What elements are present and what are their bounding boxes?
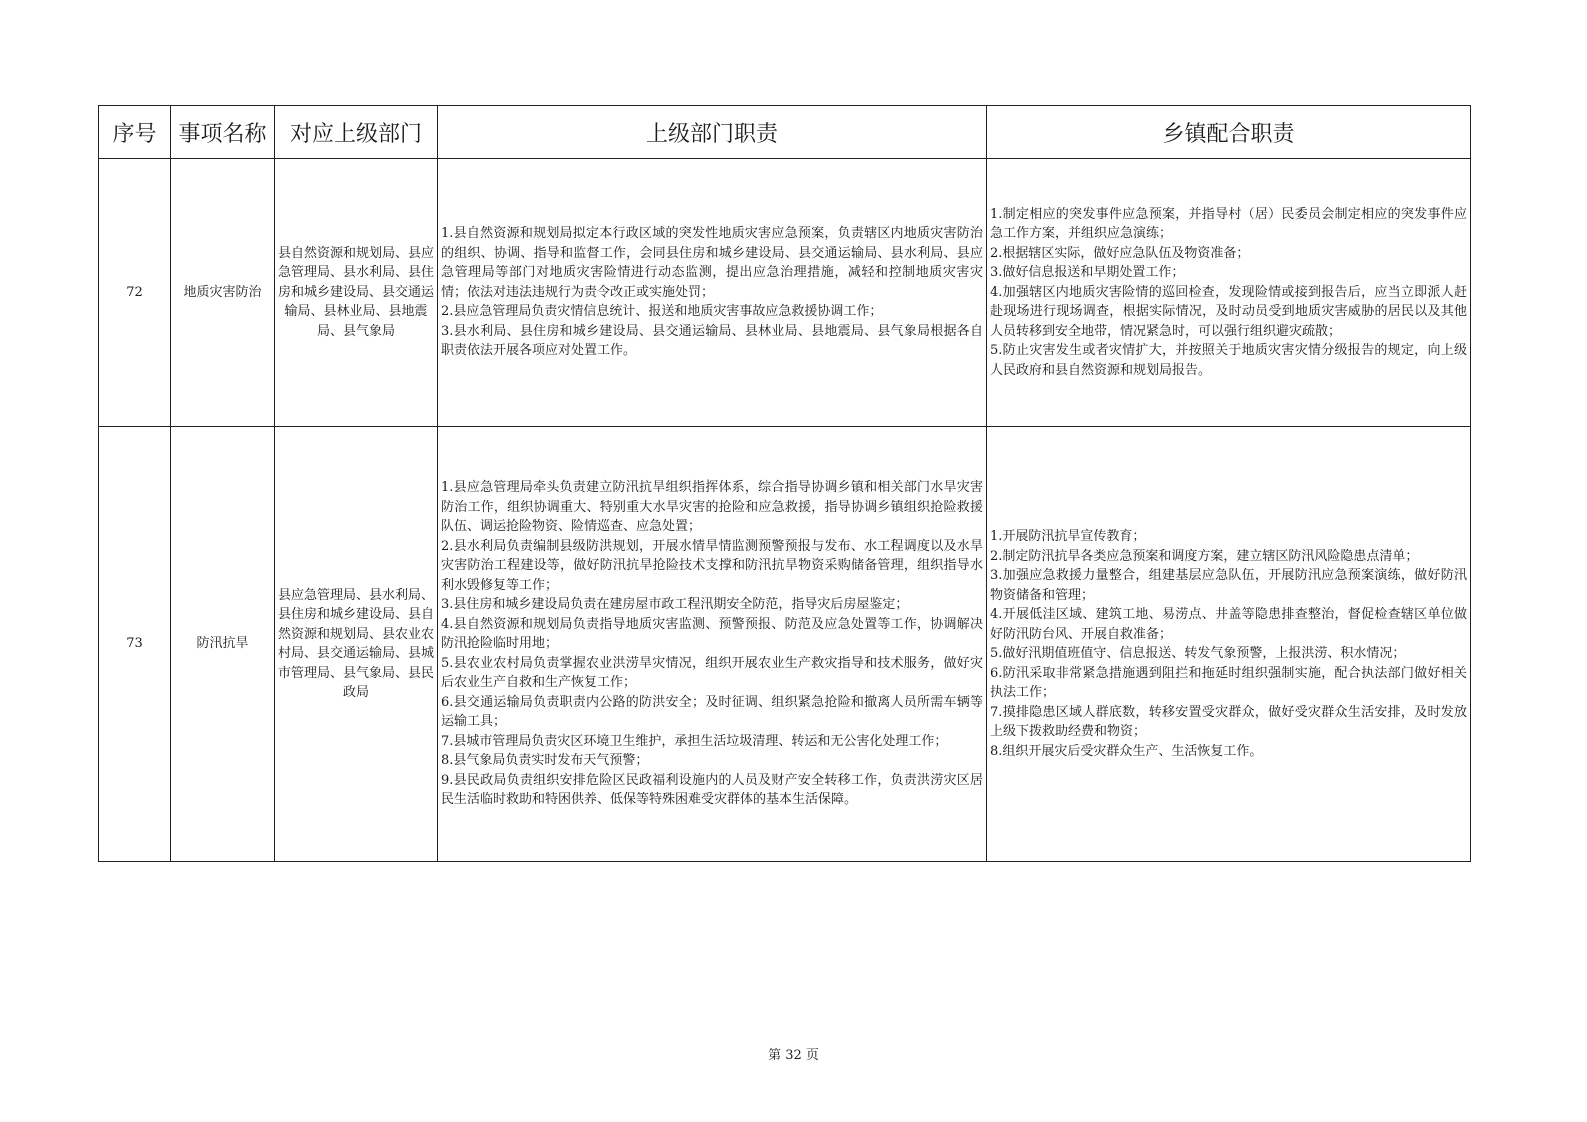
coop-item: 1.制定相应的突发事件应急预案，并指导村（居）民委员会制定相应的突发事件应急工作方案，并组织应急演练；: [990, 206, 1467, 242]
duty-item: 1.县应急管理局牵头负责建立防汛抗旱组织指挥体系，综合指导协调乡镇和相关部门水旱灾害防治工作，组织协调重大、特别重大水旱灾害的抢险和应急救援，指导协调乡镇组织抢险救援队伍、调运抢险物资、险情巡查、应急处置；: [441, 480, 983, 535]
header-item-name: 事项名称: [171, 106, 275, 159]
superior-department: 县应急管理局、县水利局、县住房和城乡建设局、县自然资源和规划局、县农业农村局、县交通运输局、县城市管理局、县气象局、县民政局: [275, 427, 438, 862]
coop-item: 7.摸排隐患区域人群底数，转移安置受灾群众，做好受灾群众生活安排，及时发放上级下拨救助经费和物资；: [990, 704, 1467, 739]
duty-item: 2.县水利局负责编制县级防洪规划，开展水情旱情监测预警预报与发布、水工程调度以及水旱灾害防治工程建设等，做好防汛抗旱抢险技术支撑和防汛抗旱物资采购储备管理，组织指导水利水毁修复等工作；: [441, 538, 983, 593]
header-department-duties: 上级部门职责: [438, 106, 987, 159]
duty-item: 6.县交通运输局负责职责内公路的防洪安全；及时征调、组织紧急抢险和撤离人员所需车辆等运输工具；: [441, 694, 983, 730]
coop-item: 4.加强辖区内地质灾害险情的巡回检查，发现险情或接到报告后，应当立即派人赶赴现场进行现场调查，根据实际情况，及时动员受到地质灾害威胁的居民以及其他人员转移到安全地带，情况紧急时，可以强行组织避灾疏散；: [990, 284, 1467, 339]
duty-item: 5.县农业农村局负责掌握农业洪涝旱灾情况，组织开展农业生产救灾指导和技术服务，做好灾后农业生产自救和生产恢复工作；: [441, 655, 983, 691]
item-name: 地质灾害防治: [171, 159, 275, 427]
department-duties: [438, 427, 987, 862]
responsibility-table: [98, 105, 1471, 862]
table-row: [99, 427, 1471, 862]
coop-item: 6.防汛采取非常紧急措施遇到阻拦和拖延时组织强制实施，配合执法部门做好相关执法工作；: [990, 665, 1467, 700]
serial-number: 72: [99, 159, 171, 427]
header-township-cooperation: 乡镇配合职责: [987, 106, 1471, 159]
duty-item: 1.县自然资源和规划局拟定本行政区域的突发性地质灾害应急预案，负责辖区内地质灾害防治的组织、协调、指导和监督工作，会同县住房和城乡建设局、县交通运输局、县水利局、县应急管理局等部门对地质灾害险情进行动态监测，提出应急治理措施，减轻和控制地质灾害灾情；依法对违法违规行为责令改正或实施处罚；: [441, 226, 983, 300]
coop-item: 2.制定防汛抗旱各类应急预案和调度方案，建立辖区防汛风险隐患点清单；: [990, 548, 1419, 564]
township-cooperation: [987, 427, 1471, 862]
duty-item: 8.县气象局负责实时发布天气预警；: [441, 753, 649, 769]
superior-department: 县自然资源和规划局、县应急管理局、县水利局、县住房和城乡建设局、县交通运输局、县林业局、县地震局、县气象局: [275, 159, 438, 427]
page-number: 第 32 页: [768, 1048, 819, 1063]
item-name: 防汛抗旱: [171, 427, 275, 862]
coop-item: 4.开展低洼区域、建筑工地、易涝点、井盖等隐患排查整治，督促检查辖区单位做好防汛防台风、开展自救准备；: [990, 607, 1467, 642]
coop-item: 2.根据辖区实际，做好应急队伍及物资准备；: [990, 245, 1250, 261]
coop-item: 8.组织开展灾后受灾群众生产、生活恢复工作。: [990, 743, 1263, 759]
coop-item: 5.防止灾害发生或者灾情扩大，并按照关于地质灾害灾情分级报告的规定，向上级人民政府和县自然资源和规划局报告。: [990, 343, 1467, 378]
duty-item: 4.县自然资源和规划局负责指导地质灾害监测、预警预报、防范及应急处置等工作，协调解决防汛抢险临时用地；: [441, 616, 983, 652]
department-duties: [438, 159, 987, 427]
coop-item: 1.开展防汛抗旱宣传教育；: [990, 529, 1146, 544]
serial-number: 73: [99, 427, 171, 862]
duty-item: 9.县民政局负责组织安排危险区民政福利设施内的人员及财产安全转移工作，负责洪涝灾区居民生活临时救助和特困供养、低保等特殊困难受灾群体的基本生活保障。: [441, 772, 983, 808]
header-superior-department: 对应上级部门: [275, 106, 438, 159]
duty-item: 3.县住房和城乡建设局负责在建房屋市政工程汛期安全防范，指导灾后房屋鉴定；: [441, 597, 909, 613]
header-row: [99, 106, 1471, 159]
coop-item: 5.做好汛期值班值守、信息报送、转发气象预警，上报洪涝、积水情况；: [990, 646, 1406, 661]
header-serial-number: 序号: [99, 106, 171, 159]
coop-item: 3.加强应急救援力量整合，组建基层应急队伍，开展防汛应急预案演练，做好防汛物资储备和管理；: [990, 568, 1467, 603]
duty-item: 7.县城市管理局负责灾区环境卫生维护，承担生活垃圾清理、转运和无公害化处理工作；: [441, 733, 948, 749]
duty-item: 2.县应急管理局负责灾情信息统计、报送和地质灾害事故应急救援协调工作；: [441, 304, 883, 320]
coop-item: 3.做好信息报送和早期处置工作；: [990, 265, 1185, 281]
township-cooperation: [987, 159, 1471, 427]
table-row: [99, 159, 1471, 427]
duty-item: 3.县水利局、县住房和城乡建设局、县交通运输局、县林业局、县地震局、县气象局根据各自职责依法开展各项应对处置工作。: [441, 323, 983, 359]
